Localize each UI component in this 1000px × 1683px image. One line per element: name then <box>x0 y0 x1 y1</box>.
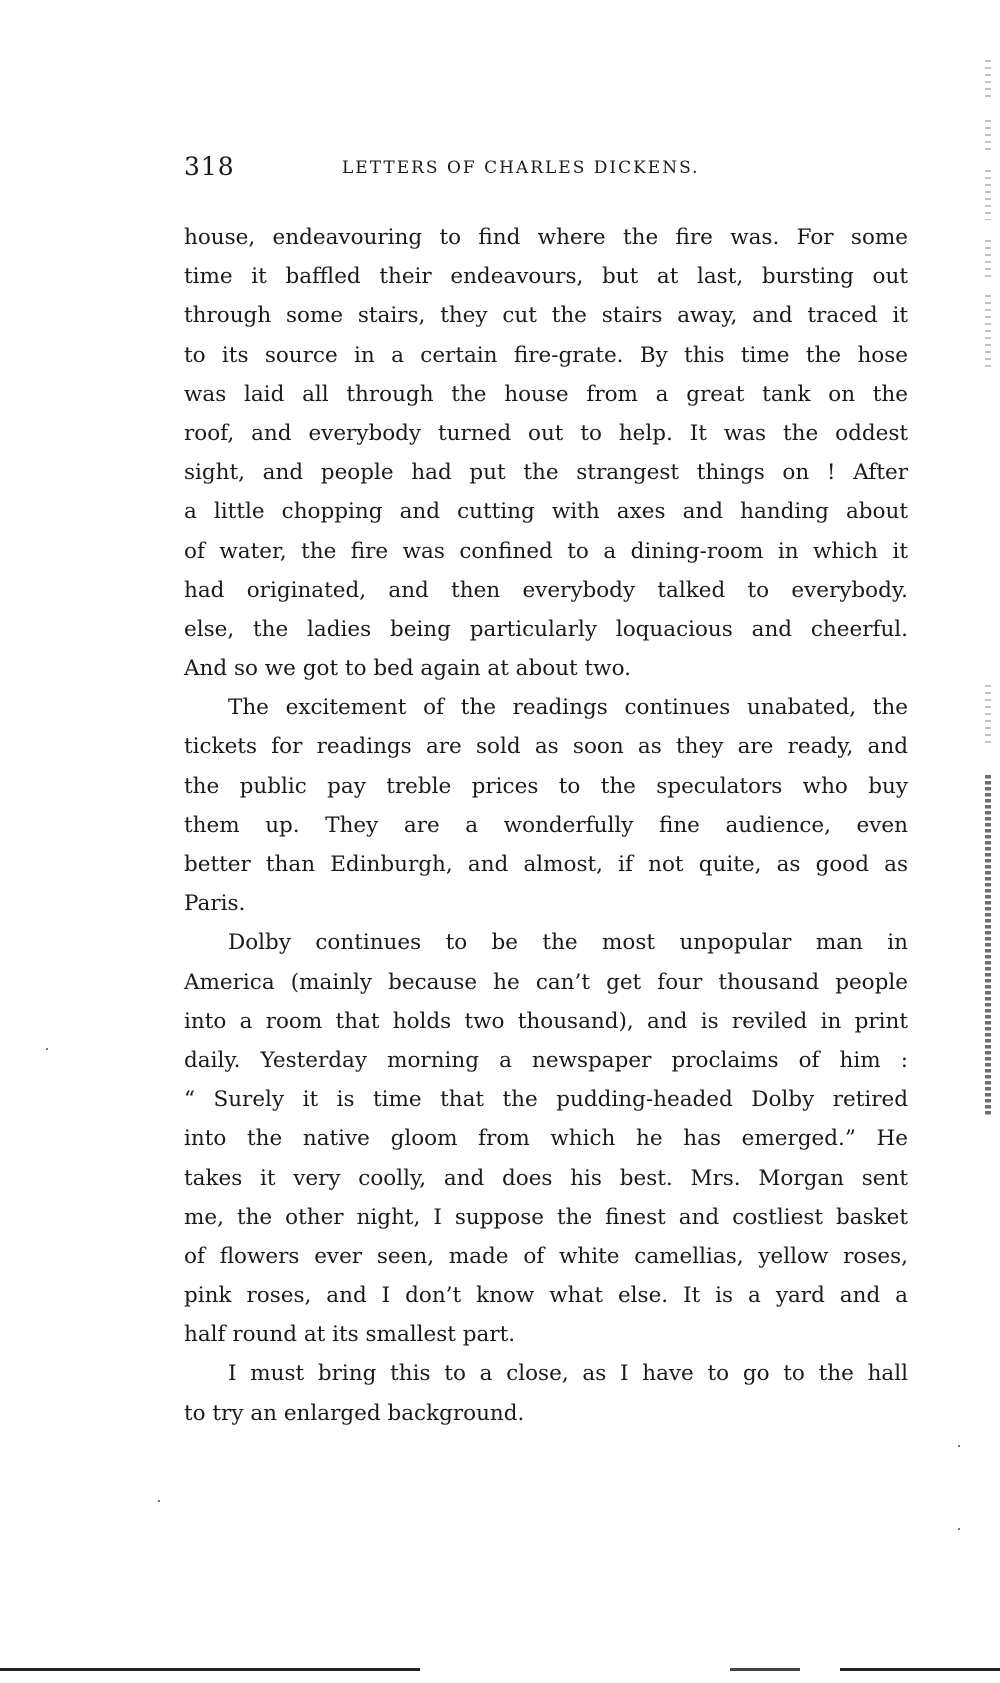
text-line: daily. Yesterday morning a newspaper proclaims of him : <box>184 1047 908 1073</box>
paragraph-1 <box>184 218 908 688</box>
text-line: better than Edinburgh, and almost, if not quite, as good as <box>184 852 908 877</box>
text-line: the public pay treble prices to the speculators who buy <box>184 773 908 799</box>
text-line: “ Surely it is time that the pudding-headed Dolby retired <box>184 1087 908 1113</box>
text-line: Paris. <box>184 891 246 917</box>
speck-band <box>985 685 991 745</box>
body-text <box>184 218 908 1433</box>
text-line: of water, the fire was confined to a dining-room in which it <box>184 538 908 564</box>
text-line: else, the ladies being particularly loquacious and cheerful. <box>184 616 908 642</box>
scan-dot <box>958 1445 960 1447</box>
text-line: house, endeavouring to find where the fire was. For some <box>184 225 908 250</box>
text-line: The excitement of the readings continues unabated, the <box>228 695 908 721</box>
text-line: pink roses, and I don’t know what else. It is a yard and a <box>184 1283 908 1309</box>
text-line: sight, and people had put the strangest things on ! After <box>184 460 908 486</box>
text-line: into a room that holds two thousand), and is reviled in print <box>184 1008 908 1034</box>
scan-dot <box>958 1528 960 1530</box>
text-line: half round at its smallest part. <box>184 1322 516 1348</box>
text-line: America (mainly because he can’t get four thousand people <box>184 969 908 995</box>
scan-dot <box>158 1500 160 1502</box>
text-line: a little chopping and cutting with axes and handing about <box>184 499 908 525</box>
scan-bottom-edge <box>0 1668 1000 1671</box>
text-line: through some stairs, they cut the stairs away, and traced it <box>184 303 908 329</box>
paragraph-2 <box>184 688 908 923</box>
text-line: had originated, and then everybody talked to everybody. <box>184 577 908 603</box>
speck-band <box>985 295 991 370</box>
text-line: them up. They are a wonderfully fine audience, even <box>184 812 908 838</box>
text-line: into the native gloom from which he has emerged.” He <box>184 1126 908 1152</box>
text-line: Dolby continues to be the most unpopular man in <box>228 930 908 956</box>
text-line: tickets for readings are sold as soon as they are ready, and <box>184 734 908 760</box>
text-line: And so we got to bed again at about two. <box>184 656 631 682</box>
page-header <box>184 152 904 188</box>
text-line: to try an enlarged background. <box>184 1400 525 1426</box>
paragraph-3 <box>184 923 908 1354</box>
page-number: 318 <box>184 152 235 181</box>
paragraph-4 <box>184 1354 908 1432</box>
scan-dot <box>46 1048 48 1050</box>
speck-band <box>985 240 991 280</box>
text-line: was laid all through the house from a great tank on the <box>184 381 908 407</box>
scan-margin-specks <box>985 60 993 960</box>
speck-band <box>985 120 991 150</box>
running-head: LETTERS OF CHARLES DICKENS. <box>342 158 700 178</box>
text-line: I must bring this to a close, as I have to go to the hall <box>228 1361 908 1387</box>
text-line: of flowers ever seen, made of white camellias, yellow roses, <box>184 1243 908 1269</box>
text-line: time it baffled their endeavours, but at last, bursting out <box>184 264 908 290</box>
text-line: roof, and everybody turned out to help. It was the oddest <box>184 420 908 446</box>
text-line: me, the other night, I suppose the finest and costliest basket <box>184 1204 908 1230</box>
speck-band <box>985 775 991 1115</box>
speck-band <box>985 60 991 100</box>
text-line: takes it very coolly, and does his best. Mrs. Morgan sent <box>184 1165 908 1191</box>
speck-band <box>985 170 991 220</box>
text-line: to its source in a certain fire-grate. By this time the hose <box>184 342 908 368</box>
